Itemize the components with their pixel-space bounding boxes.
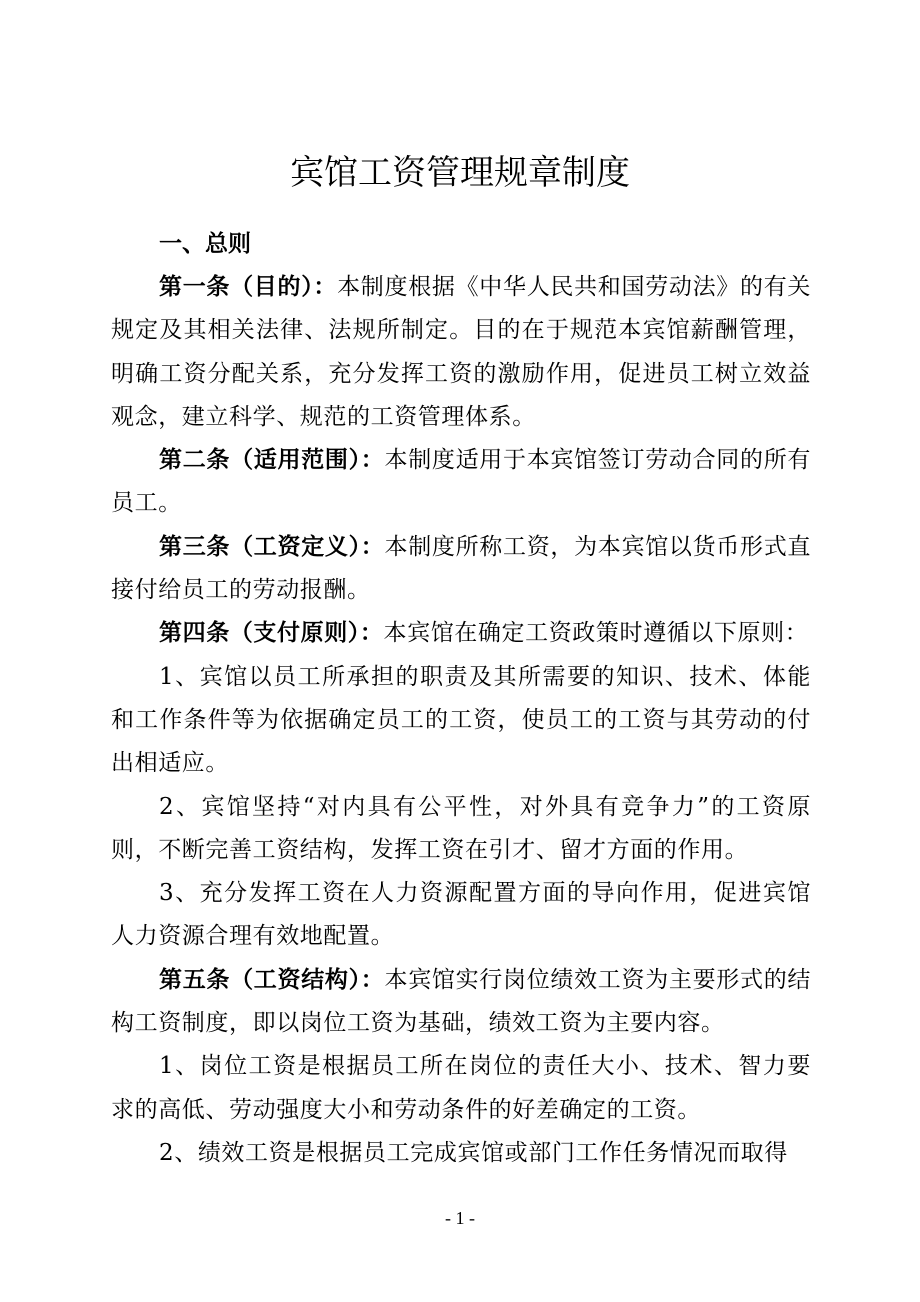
article-5-heading: 第五条（工资结构）： — [159, 966, 385, 993]
principle-item: 2、宾馆坚持“对内具有公平性，对外具有竞争力”的工资原则，不断完善工资结构，发挥工资在引才、留才方面的作用。 — [111, 793, 811, 863]
article-1-text: 本制度根据《中华人民共和国劳动法》的有关规定及其相关法律、法规所制定。目的在于规范本宾馆薪酬管理，明确工资分配关系，充分发挥工资的激励作用，促进员工树立效益观念，建立科学、规范的工资管理体系。 — [111, 274, 812, 430]
article-5-text: 本宾馆实行岗位绩效工资为主要形式的结构工资制度，即以岗位工资为基础，绩效工资为主要内容。 — [111, 966, 811, 1037]
page-number: - 1 - — [445, 1208, 475, 1228]
principle-item: 1、宾馆以员工所承担的职责及其所需要的知识、技术、体能和工作条件等为依据确定员工的工资，使员工的工资与其劳动的付出相适应。 — [111, 663, 811, 777]
article-2-text: 本制度适用于本宾馆签订劳动合同的所有员工。 — [111, 447, 811, 517]
structure-item: 2、绩效工资是根据员工完成宾馆或部门工作任务情况而取得 — [159, 1139, 788, 1166]
structure-item: 1、岗位工资是根据员工所在岗位的责任大小、技术、智力要求的高低、劳动强度大小和劳动条件的好差确定的工资。 — [111, 1053, 811, 1123]
article-3 — [111, 526, 811, 613]
article-1 — [111, 266, 811, 439]
principle-item: 3、充分发挥工资在人力资源配置方面的导向作用，促进宾馆人力资源合理有效地配置。 — [111, 880, 811, 950]
document-body — [111, 223, 811, 1175]
article-3-heading: 第三条（工资定义）： — [159, 533, 385, 560]
section-heading-general: 一、总则 — [159, 231, 251, 257]
article-4 — [111, 612, 811, 655]
article-4-text: 本宾馆在确定工资政策时遵循以下原则： — [383, 620, 809, 647]
article-2-heading: 第二条（适用范围）： — [159, 447, 385, 474]
article-3-text: 本制度所称工资，为本宾馆以货币形式直接付给员工的劳动报酬。 — [111, 533, 811, 604]
article-1-heading: 第一条（目的）： — [159, 274, 338, 300]
article-4-heading: 第四条（支付原则）： — [159, 620, 384, 647]
article-2 — [111, 439, 811, 526]
document-title: 宾馆工资管理规章制度 — [290, 153, 630, 193]
article-5 — [111, 959, 811, 1046]
